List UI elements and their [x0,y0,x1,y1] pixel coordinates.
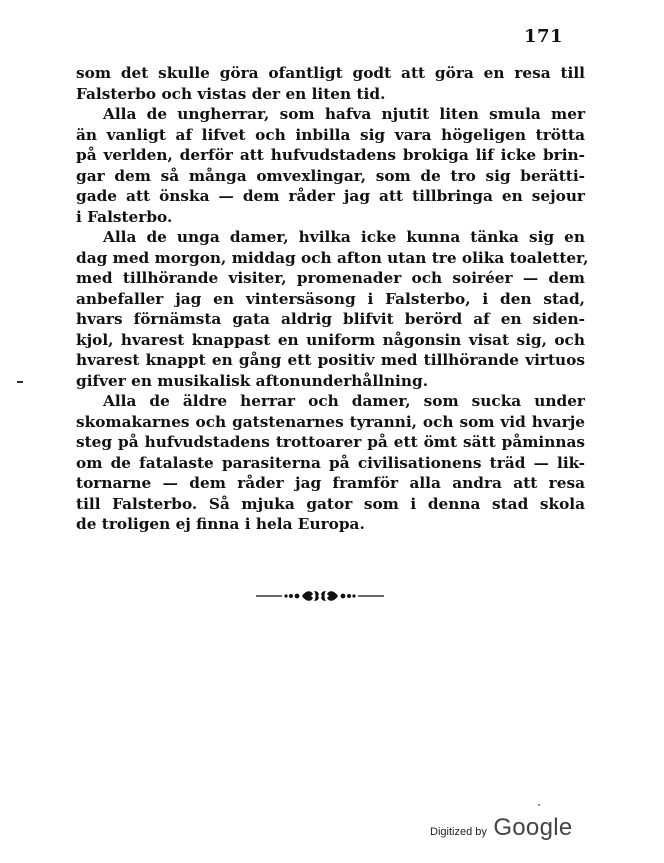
text-line: i Falsterbo. [76,207,173,226]
digitized-by-label: Digitized by [430,826,487,838]
text-line: om de fatalaste parasiterna på civilisationens träd — lik- [76,453,585,472]
text-line: kjol, hvarest knappast en uniform någonsin visat sig, och [76,330,585,349]
text-line: än vanligt af lifvet och inbilla sig vara högeligen trötta [76,125,585,144]
paragraph-start-line: Alla de unga damer, hvilka icke kunna tänka sig en [103,228,585,246]
text-line: på verlden, derför att hufvudstadens brokiga lif icke brin- [76,146,585,164]
text-line: de troligen ej finna i hela Europa. [76,515,365,533]
text-line: gifver en musikalisk aftonunderhållning. [76,371,429,390]
text-line: anbefaller jag en vintersäsong i Falsterbo, i den stad, [76,289,585,308]
text-line: steg på hufvudstadens trottoarer på ett ömt sätt påminnas [76,433,585,451]
margin-mark [17,381,23,383]
text-line: dag med morgon, middag och afton utan tre olika toaletter, [76,248,589,267]
text-line: tornarne — dem råder jag framför alla andra att resa [76,474,585,492]
text-line: hvarest knappt en gång ett positiv med tillhörande virtuos [76,351,585,369]
text-line: hvars förnämsta gata aldrig blifvit berörd af en siden- [76,310,585,328]
paragraph-start-line: Alla de äldre herrar och damer, som sucka under [103,392,585,410]
page-number: 171 [524,26,564,47]
text-line: som det skulle göra ofantligt godt att göra en resa till [76,64,585,82]
google-logo-text: Google [493,814,573,841]
scan-speck [538,804,540,806]
paragraph-start-line: Alla de ungherrar, som hafva njutit liten smula mer [103,105,585,123]
body-text [76,63,589,535]
text-line: gade att önska — dem råder jag att tillbringa en sejour [76,187,585,205]
text-line: skomakarnes och gatstenarnes tyranni, och som vid hvarje [76,412,585,431]
text-line: gar dem så många omvexlingar, som de tro sig berätti- [76,166,585,185]
text-line: Falsterbo och vistas der en liten tid. [76,84,386,103]
fleuron-divider-icon [256,588,384,604]
digitized-by-google-watermark [430,814,573,842]
text-line: till Falsterbo. Så mjuka gator som i denna stad skola [76,494,585,513]
text-line: med tillhörande visiter, promenader och soiréer — dem [76,269,585,287]
